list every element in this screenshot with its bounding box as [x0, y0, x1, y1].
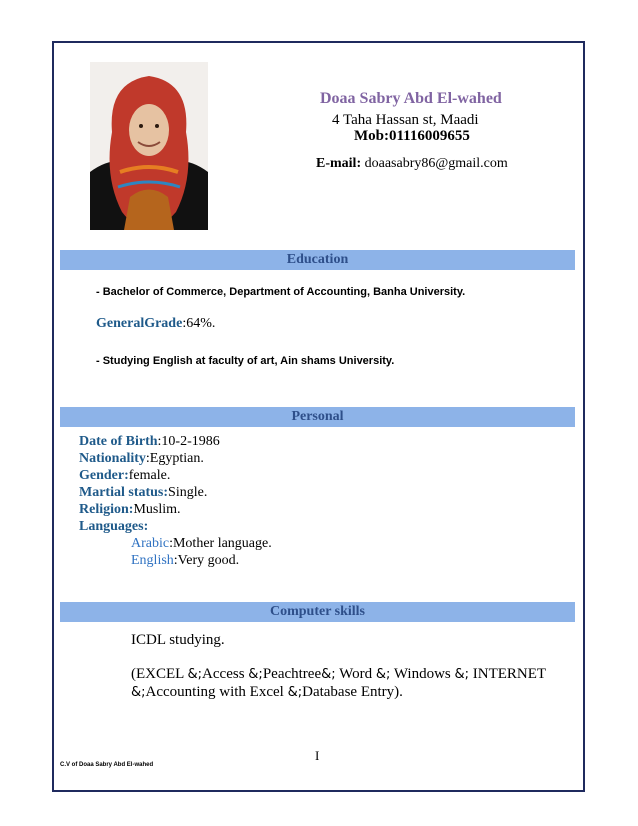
ampersand-symbol: &;: [248, 667, 263, 682]
icdl-line: ICDL studying.: [131, 632, 225, 648]
address: 4 Taha Hassan st, Maadi: [332, 112, 479, 128]
skill-database-entry: Database Entry).: [302, 684, 403, 700]
email-label: E-mail:: [316, 156, 362, 171]
arabic-value: :Mother language.: [169, 536, 272, 551]
ampersand-symbol: &;: [375, 667, 391, 682]
ampersand-symbol: &;: [287, 685, 303, 700]
nationality-row: [79, 451, 204, 467]
grade-value: :64%.: [182, 316, 216, 331]
mobile-number: Mob:01116009655: [354, 128, 470, 144]
arabic-label: Arabic: [131, 536, 170, 551]
education-item-bachelor: - Bachelor of Commerce, Department of Accounting, Banha University.: [96, 286, 466, 298]
nationality-value: :Egyptian.: [145, 451, 204, 466]
skill-internet: INTERNET: [469, 666, 547, 682]
applicant-name: Doaa Sabry Abd El-wahed: [320, 90, 502, 107]
dob-row: [79, 434, 220, 450]
marital-row: [79, 485, 207, 501]
ampersand-symbol: &;: [454, 667, 470, 682]
page-number: I: [315, 748, 320, 763]
english-row: [131, 553, 239, 569]
religion-row: [79, 502, 181, 518]
skill-windows: Windows: [390, 666, 455, 682]
gender-label: Gender:: [79, 468, 129, 483]
english-value: :Very good.: [173, 553, 240, 568]
skill-access: Access: [202, 666, 249, 682]
marital-label: Martial status:: [79, 485, 169, 500]
ampersand-symbol: &;: [131, 685, 146, 700]
skill-word: Word: [335, 666, 376, 682]
ampersand-symbol: &;: [187, 667, 203, 682]
gender-value: female.: [128, 468, 171, 483]
arabic-row: [131, 536, 272, 552]
languages-label: Languages:: [79, 519, 149, 534]
dob-label: Date of Birth: [79, 434, 158, 449]
religion-label: Religion:: [79, 502, 134, 517]
education-item-english: - Studying English at faculty of art, Ain shams University.: [96, 355, 395, 367]
email-line: [316, 156, 508, 172]
section-personal: Personal: [60, 407, 575, 427]
skills-line-1: [131, 666, 546, 683]
section-computer-skills: Computer skills: [60, 602, 575, 622]
profile-photo: [90, 62, 208, 230]
languages-row: [79, 519, 148, 535]
general-grade: [96, 316, 215, 332]
english-label: English: [131, 553, 174, 568]
marital-value: Single.: [168, 485, 208, 500]
religion-value: Muslim.: [133, 502, 181, 517]
grade-label: GeneralGrade: [96, 316, 183, 331]
email-value[interactable]: doaasabry86@gmail.com: [361, 156, 508, 171]
ampersand-symbol: &;: [321, 667, 336, 682]
dob-value: :10-2-1986: [157, 434, 220, 449]
gender-row: [79, 468, 170, 484]
skill-accounting-excel: Accounting with Excel: [145, 684, 288, 700]
skill-excel: (EXCEL: [131, 666, 188, 682]
skill-peachtree: Peachtree: [262, 666, 322, 682]
footer-caption: C.V of Doaa Sabry Abd El-wahed: [60, 762, 154, 768]
section-education: Education: [60, 250, 575, 270]
skills-line-2: [131, 684, 403, 701]
nationality-label: Nationality: [79, 451, 146, 466]
